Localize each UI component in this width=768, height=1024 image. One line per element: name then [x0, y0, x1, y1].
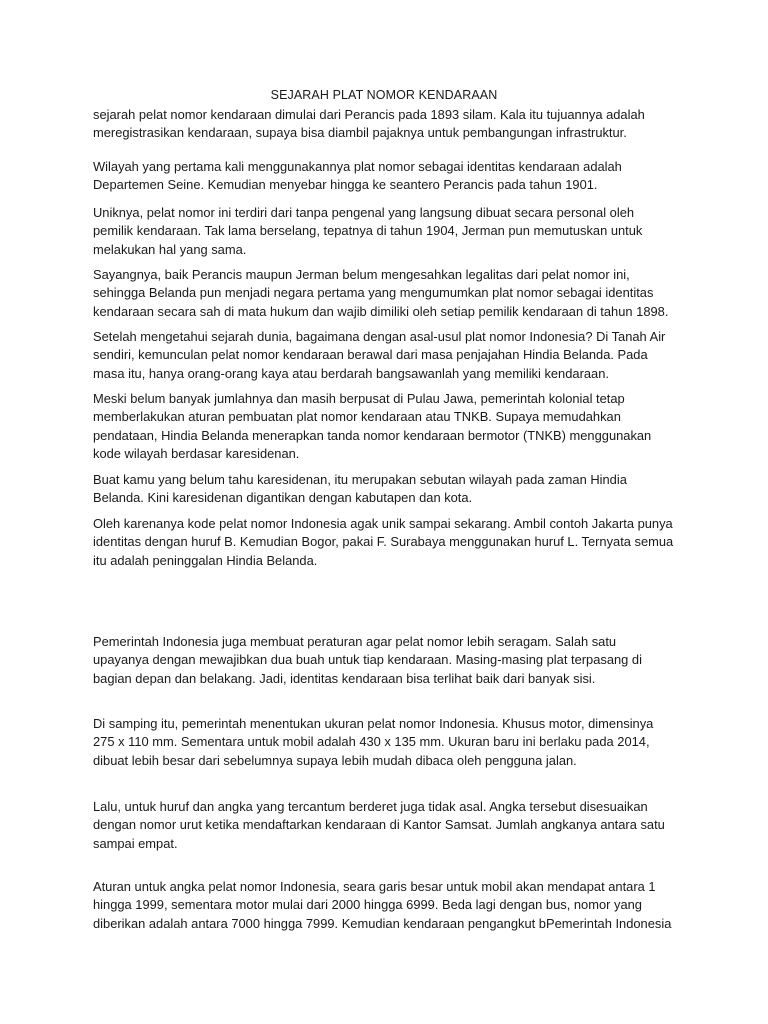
paragraph-11: Lalu, untuk huruf dan angka yang tercantum berderet juga tidak asal. Angka tersebut disesuaikan dengan nomor urut ketika mendaftarkan kendaraan di Kantor Samsat. Jumlah angkanya antara satu sampai empat.	[93, 799, 665, 851]
paragraph-9: Pemerintah Indonesia juga membuat peraturan agar pelat nomor lebih seragam. Salah satu upayanya dengan mewajibkan dua buah untuk tiap kendaraan. Masing-masing plat terpasang di bagian depan dan belakang. Jadi, identitas kendaraan bisa terlihat baik dari banyak sisi.	[93, 634, 642, 686]
paragraph-1: sejarah pelat nomor kendaraan dimulai dari Perancis pada 1893 silam. Kala itu tujuannya adalah meregistrasikan kendaraan, supaya bisa diambil pajaknya untuk pembangungan infrastruktur.	[93, 107, 645, 141]
paragraph-10: Di samping itu, pemerintah menentukan ukuran pelat nomor Indonesia. Khusus motor, dimensinya 275 x 110 mm. Sementara untuk mobil adalah 430 x 135 mm. Ukuran baru ini berlaku pada 2014, dibuat lebih besar dari sebelumnya supaya lebih mudah dibaca oleh pengguna jalan.	[93, 716, 654, 768]
paragraph-8: Oleh karenanya kode pelat nomor Indonesia agak unik sampai sekarang. Ambil contoh Jakarta punya identitas dengan huruf B. Kemudian Bogor, pakai F. Surabaya menggunakan huruf L. Ternyata semua itu adalah peninggalan Hindia Belanda.	[93, 516, 674, 568]
paragraph-6: Meski belum banyak jumlahnya dan masih berpusat di Pulau Jawa, pemerintah kolonial tetap memberlakukan aturan pembuatan plat nomor kendaraan atau TNKB. Supaya memudahkan pendataan, Hindia Belanda menerapkan tanda nomor kendaraan bermotor (TNKB) menggunakan kode wilayah berdasar karesidenan.	[93, 391, 652, 461]
paragraph-5: Setelah mengetahui sejarah dunia, bagaimana dengan asal-usul plat nomor Indonesia? Di Tanah Air sendiri, kemunculan pelat nomor kendaraan berawal dari masa penjajahan Hindia Belanda. Pada masa itu, hanya orang-orang kaya atau berdarah bangsawanlah yang memiliki kendaraan.	[93, 329, 666, 381]
paragraph-12: Aturan untuk angka pelat nomor Indonesia, seara garis besar untuk mobil akan mendapat antara 1 hingga 1999, sementara motor mulai dari 2000 hingga 6999. Beda lagi dengan bus, nomor yang diberikan adalah antara 7000 hingga 7999. Kemudian kendaraan pengangkut bPemerintah Indonesia	[93, 879, 672, 931]
paragraph-4: Sayangnya, baik Perancis maupun Jerman belum mengesahkan legalitas dari pelat nomor ini, sehingga Belanda pun menjadi negara pertama yang mengumumkan plat nomor sebagai identitas kendaraan secara sah di mata hukum dan wajib dimiliki oleh setiap pemilik kendaraan di tahun 1898.	[93, 267, 669, 319]
paragraph-7: Buat kamu yang belum tahu karesidenan, itu merupakan sebutan wilayah pada zaman Hindia Belanda. Kini karesidenan digantikan dengan kabutapen dan kota.	[93, 472, 627, 506]
paragraph-3: Uniknya, pelat nomor ini terdiri dari tanpa pengenal yang langsung dibuat secara personal oleh pemilik kendaraan. Tak lama berselang, tepatnya di tahun 1904, Jerman pun memutuskan untuk melakukan hal yang sama.	[93, 205, 643, 257]
document-title: SEJARAH PLAT NOMOR KENDARAAN	[270, 88, 498, 102]
paragraph-2: Wilayah yang pertama kali menggunakannya plat nomor sebagai identitas kendaraan adalah Departemen Seine. Kemudian menyebar hingga ke seantero Perancis pada tahun 1901.	[93, 159, 622, 193]
